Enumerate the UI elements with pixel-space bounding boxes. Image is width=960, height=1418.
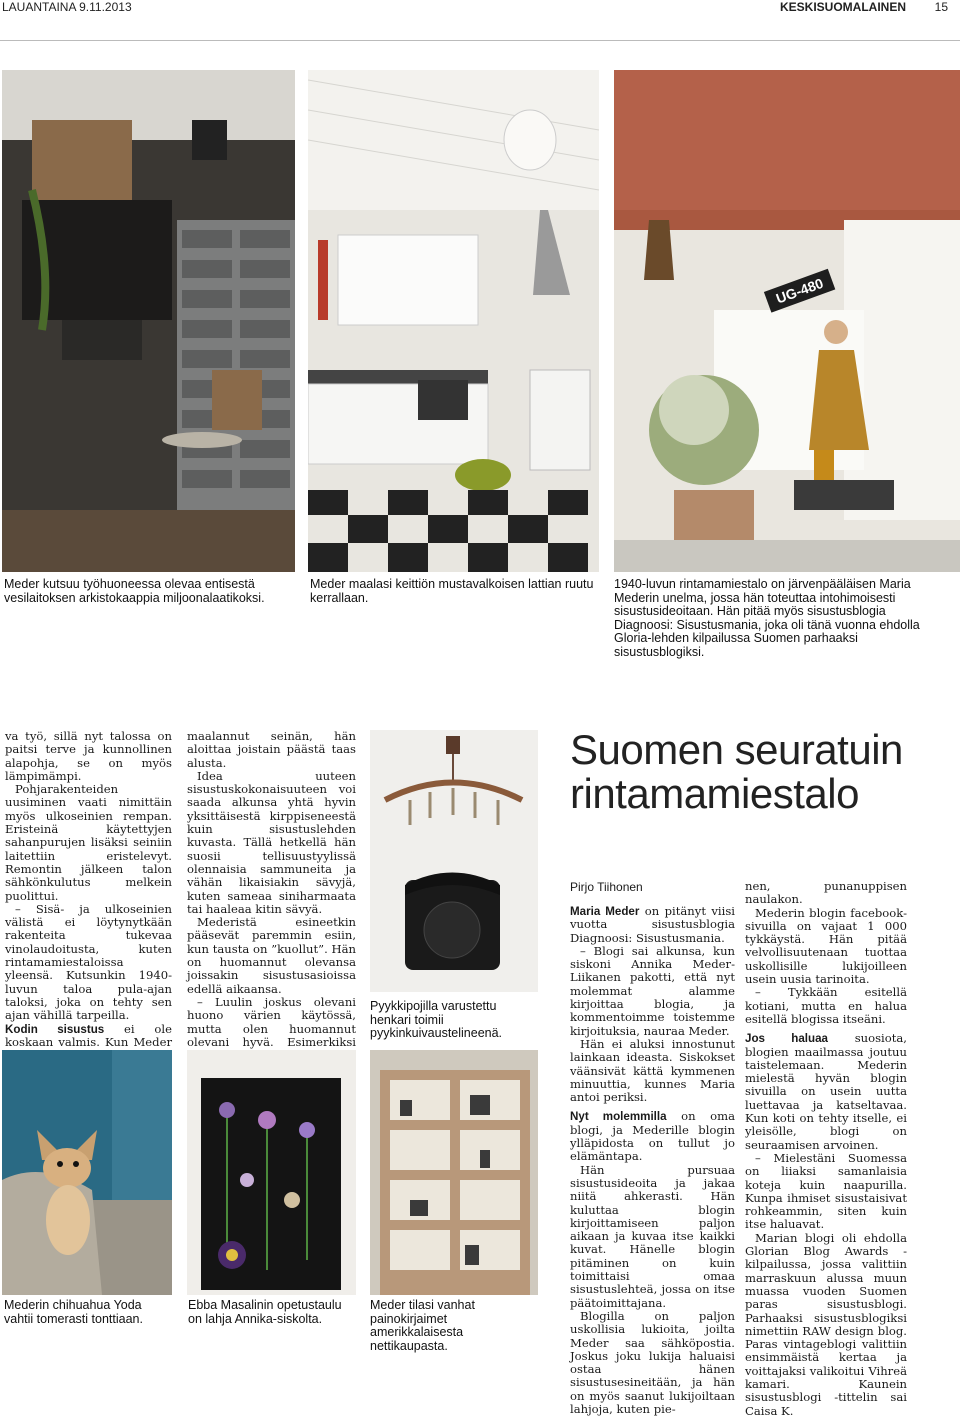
paragraph: Hän pursuaa sisustusideoita ja jakaa niitä ahkerasti. Hän kuluttaa blogin kirjoittamiseen paljon aikaan ja kuvaa itse kaikki kuvat. Hänelle blogin pitäminen on kuin toimittaisi omaa sisustuslehteä, jossa on itse päätoimittajana. <box>570 1162 735 1310</box>
subhead-lead: Kodin sisustus <box>5 1022 105 1036</box>
paragraph: Pohjarakenteiden uusiminen vaati nimittäin myös ulkoseinien rempan. Eristeinä käytettyjen sahanpurujen lisäksi seiniin laitettiin eristelevyt. Remontin jälkeen talon sähkönkulutus melkein puolittui. <box>5 782 172 903</box>
article-column-4 <box>745 880 907 1418</box>
page-date: LAUANTAINA 9.11.2013 <box>2 0 132 14</box>
paragraph: on pitänyt viisi vuotta sisustusblogia Diagnoosi: Sisustusmania. <box>570 904 735 945</box>
byline: Pirjo Tiihonen <box>570 880 643 894</box>
article-column-1 <box>5 730 172 1102</box>
kitchen-photo-caption: Meder maalasi keittiön mustavalkoisen lattian ruutu kerrallaan. <box>310 577 594 605</box>
office-photo <box>2 70 295 572</box>
article-headline: Suomen seuratuin rintamamiestalo <box>570 726 903 817</box>
shelf-photo-caption: Meder tilasi vanhat painokirjaimet amerikkalaisesta nettikaupasta. <box>370 1298 475 1353</box>
dog-photo-caption: Mederin chihuahua Yoda vahtii tomerasti tonttiaan. <box>4 1298 143 1326</box>
paragraph: Mederistä esineetkin pääsevät paremmin esiin, kun tausta on ”kuollut”. Hän on huomannut olevansa joissakin sisustusasioissa edellä aikaansa. <box>187 915 356 996</box>
newspaper-name: KESKISUOMALAINEN <box>779 0 906 14</box>
subhead-lead: Nyt molemmilla <box>570 1110 667 1124</box>
paragraph: Mederin blogin facebook-sivuilla on vajaat 1 000 tykkäystä. Hän pitää velvollisuutenaan tuottaa uskollisille lukijoilleen usein uusia tarinoita. <box>745 905 907 987</box>
poster-photo-caption: Ebba Masalinin opetustaulu on lahja Annika-siskolta. <box>188 1298 342 1326</box>
kitchen-photo <box>308 70 599 572</box>
office-photo-caption: Meder kutsuu työhuoneessa olevaa entisestä vesilaitoksen arkistokaappia miljoonalaatikoksi. <box>4 577 265 605</box>
dog-photo <box>2 1050 172 1295</box>
paragraph: maalannut seinän, hän aloittaa joistain päästä taas alusta. <box>187 729 356 770</box>
paragraph: nen, punanuppisen naulakon. <box>745 879 907 907</box>
subhead-lead: Maria Meder <box>570 905 640 918</box>
paragraph: on oma blogi, ja Mederille blogin ylläpidosta on tullut jo elämäntapa. <box>570 1109 735 1164</box>
shelf-photo <box>370 1050 538 1295</box>
paragraph: suosiota, blogien maailmassa joutuu taistelemaan. Mederin mielestä hyvän blogin sivuilla on usein uutta luettavaa ja katseltavaa. Kun koti on tehty itselle, ei yleisölle, blogi on seuraamisen arvoinen. <box>745 1031 907 1152</box>
poster-photo <box>187 1050 356 1295</box>
paragraph: – Blogi sai alkunsa, kun siskoni Annika Meder-Liikanen pakotti, että nyt molemmat alamme kirjoittaa blogia, ja kommentoimme toistemme kirjoituksia, nauraa Meder. <box>570 943 735 1038</box>
hanger-photo <box>370 730 538 992</box>
paragraph: Marian blogi oli ehdolla Glorian Blog Awards -kilpailussa, jossa valittiin marraskuun alussa muun muassa vuoden Suomen paras sisustusblogi. Parhaaksi sisustusblogiksi nimettiin RAW design blog. Paras vintageblogi valittiin ensimmäistä kertaa ja voittajaksi valikoitui Vihreä kamari. Kaunein sisustusblogi -tittelin sai Caisa K. <box>745 1230 907 1418</box>
paragraph: Blogilla on paljon uskollisia lukioita, joilta Meder saa sähköpostia. Joskus joku lukija haluaisi ostaa hänen sisustusesineitään, ja hän on myös saanut lukijoiltaan lahjoja, kuten pie- <box>570 1308 735 1416</box>
page-number: 15 <box>934 0 948 14</box>
paragraph: – Sisä- ja ulkoseinien välistä ei löytynytkään rakenteita tukevaa vinolaudoitusta, kuten rintamamiestaloissa yleensä. Kutsunkin 1940-luvun taloa pula-ajan taloksi, joka on tehty sen ajan vähillä tarpeilla. <box>5 901 172 1023</box>
paragraph: Idea uuteen sisustuskokonaisuuteen voi saada alkunsa yhtä hyvin yksittäisestä kirppiseneestä kuin sisustuslehden kuvasta. Tällä hetkellä hän suosii tellisuustyylissä olennaisia sammuneita ja vähän likaisiakin sävyjä, kuten sameaa siniharmaata tai haaleaa kitin sävyä. <box>187 768 356 916</box>
veranda-photo-caption: 1940-luvun rintamamiestalo on järvenpääläisen Maria Mederin unelma, jossa hän toteuttaa intohimoisesti sisustusideoitaan. Hän pitää myös sisustusblogia Diagnoosi: Sisustusmania, joka oli tänä vuonna ehdolla Gloria-lehden kilpailussa Suomen parhaaksi sisustusblogiksi. <box>614 577 920 659</box>
article-column-2 <box>187 730 356 1102</box>
paragraph: va työ, sillä nyt talossa on paitsi terve ja kunnollinen alapohja, se on myös lämpimämpi. <box>5 729 172 783</box>
header-rule <box>0 40 960 41</box>
hanger-photo-caption: Pyykkipojilla varustettu henkari toimii pyykinkuivaustelineenä. <box>370 999 503 1040</box>
paragraph: – Luulin joskus olevani huono värien käytössä, mutta olen huomannut olevani hyvä. Esimerkiksi <box>187 994 356 1049</box>
license-plate-sign: UG-480 <box>773 274 826 307</box>
paragraph: – Tykkään esitellä kotiani, mutta en halua esitellä blogissa itseäni. <box>745 985 907 1026</box>
article-column-3 <box>570 905 735 1416</box>
veranda-photo <box>614 70 960 572</box>
paragraph: – Mielestäni Suomessa on liiaksi samanlaisia koteja kuin naapurilla. Kunpa ihmiset sisustaisivat rohkeammin, siten kuin itse haluavat. <box>745 1150 907 1232</box>
subhead-lead: Jos haluaa <box>745 1032 828 1046</box>
paragraph: Hän ei aluksi innostunut lainkaan ideasta. Siskokset väänsivät kättä kymmenen minuuttia, kunnes Maria antoi periksi. <box>570 1036 735 1105</box>
paragraph: ei ole koskaan valmis. Kun Meder <box>5 1021 172 1049</box>
